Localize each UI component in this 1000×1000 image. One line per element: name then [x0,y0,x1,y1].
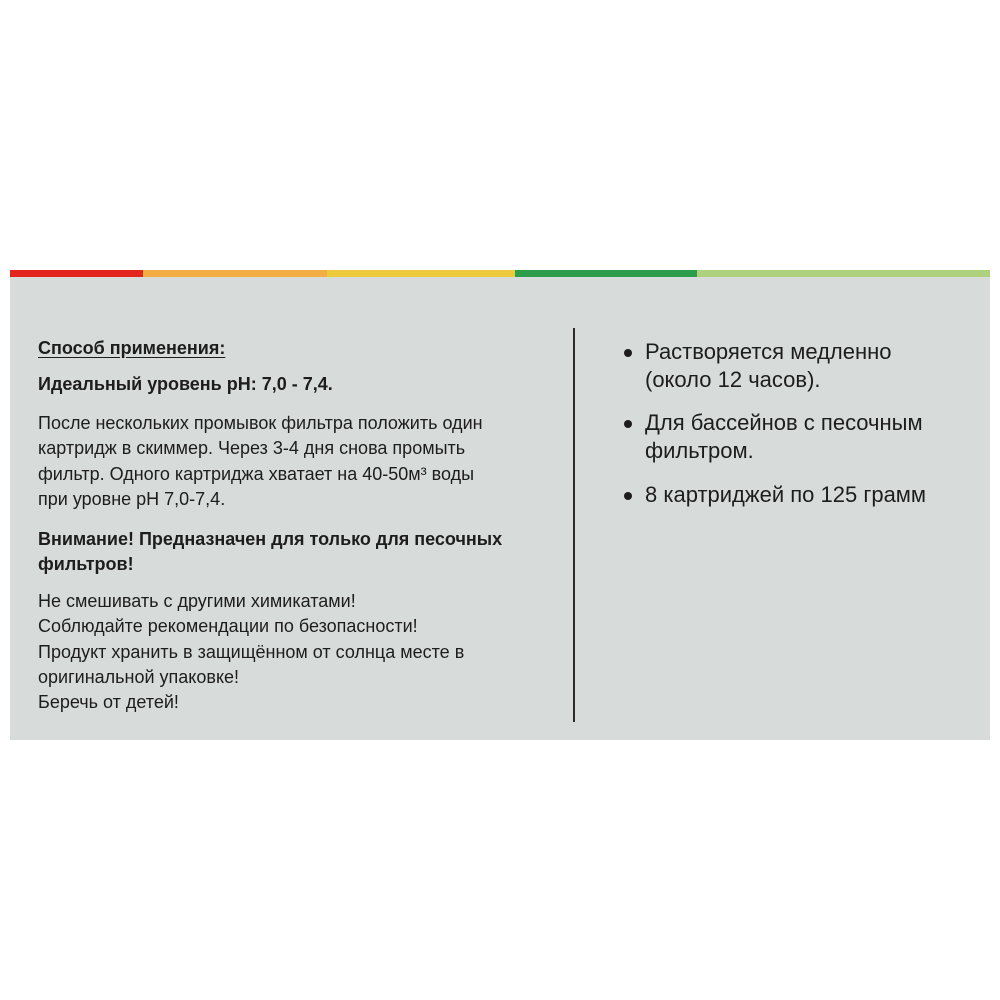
precaution-line: Соблюдайте рекомендации по безопасности! [38,616,418,637]
usage-heading-block [38,336,563,361]
bullet-icon [622,481,638,509]
precaution-line: Беречь от детей! [38,692,179,713]
bullet-icon [622,409,638,437]
precaution-line: Не смешивать с другими химикатами! [38,591,356,611]
feature-text [645,338,892,394]
feature-text [645,409,923,465]
precaution-line: Продукт хранить в защищённом от солнца месте в [38,641,465,662]
feature-line: фильтром. [645,438,754,463]
feature-line: Растворяется медленно [645,339,892,364]
warning-line: фильтров! [38,554,134,575]
stripe-segment-red [10,270,143,277]
ph-level-line: Идеальный уровень рН: 7,0 - 7,4. [38,374,333,394]
color-stripe [10,270,990,277]
stripe-segment-orange [143,270,327,277]
feature-line: Для бассейнов с песочным [645,410,923,435]
feature-line: 8 картриджей по 125 грамм [645,482,927,507]
column-divider [573,328,575,722]
warning-paragraph [38,527,563,578]
instructions-line: картридж в скиммер. Через 3-4 дня снова промыть [38,438,466,459]
instructions-line: После нескольких промывок фильтра положить один [38,413,483,433]
stripe-segment-green [515,270,697,277]
usage-heading: Способ применения: [38,338,226,358]
stripe-segment-light-green [697,270,990,277]
label-panel [10,270,990,740]
feature-text [645,481,926,509]
precautions-paragraph [38,589,563,715]
warning-line: Внимание! Предназначен для только для песочных [38,529,503,549]
instructions-line: при уровне рН 7,0-7,4. [38,488,226,509]
instructions-paragraph [38,411,563,512]
instructions-line: фильтр. Одного картриджа хватает на 40-50м³ воды [38,463,475,484]
ph-level-block [38,372,563,397]
feature-line: (около 12 часов). [645,367,821,392]
bullet-icon [622,338,638,366]
stripe-segment-yellow [327,270,515,277]
precaution-line: оригинальной упаковке! [38,666,240,687]
